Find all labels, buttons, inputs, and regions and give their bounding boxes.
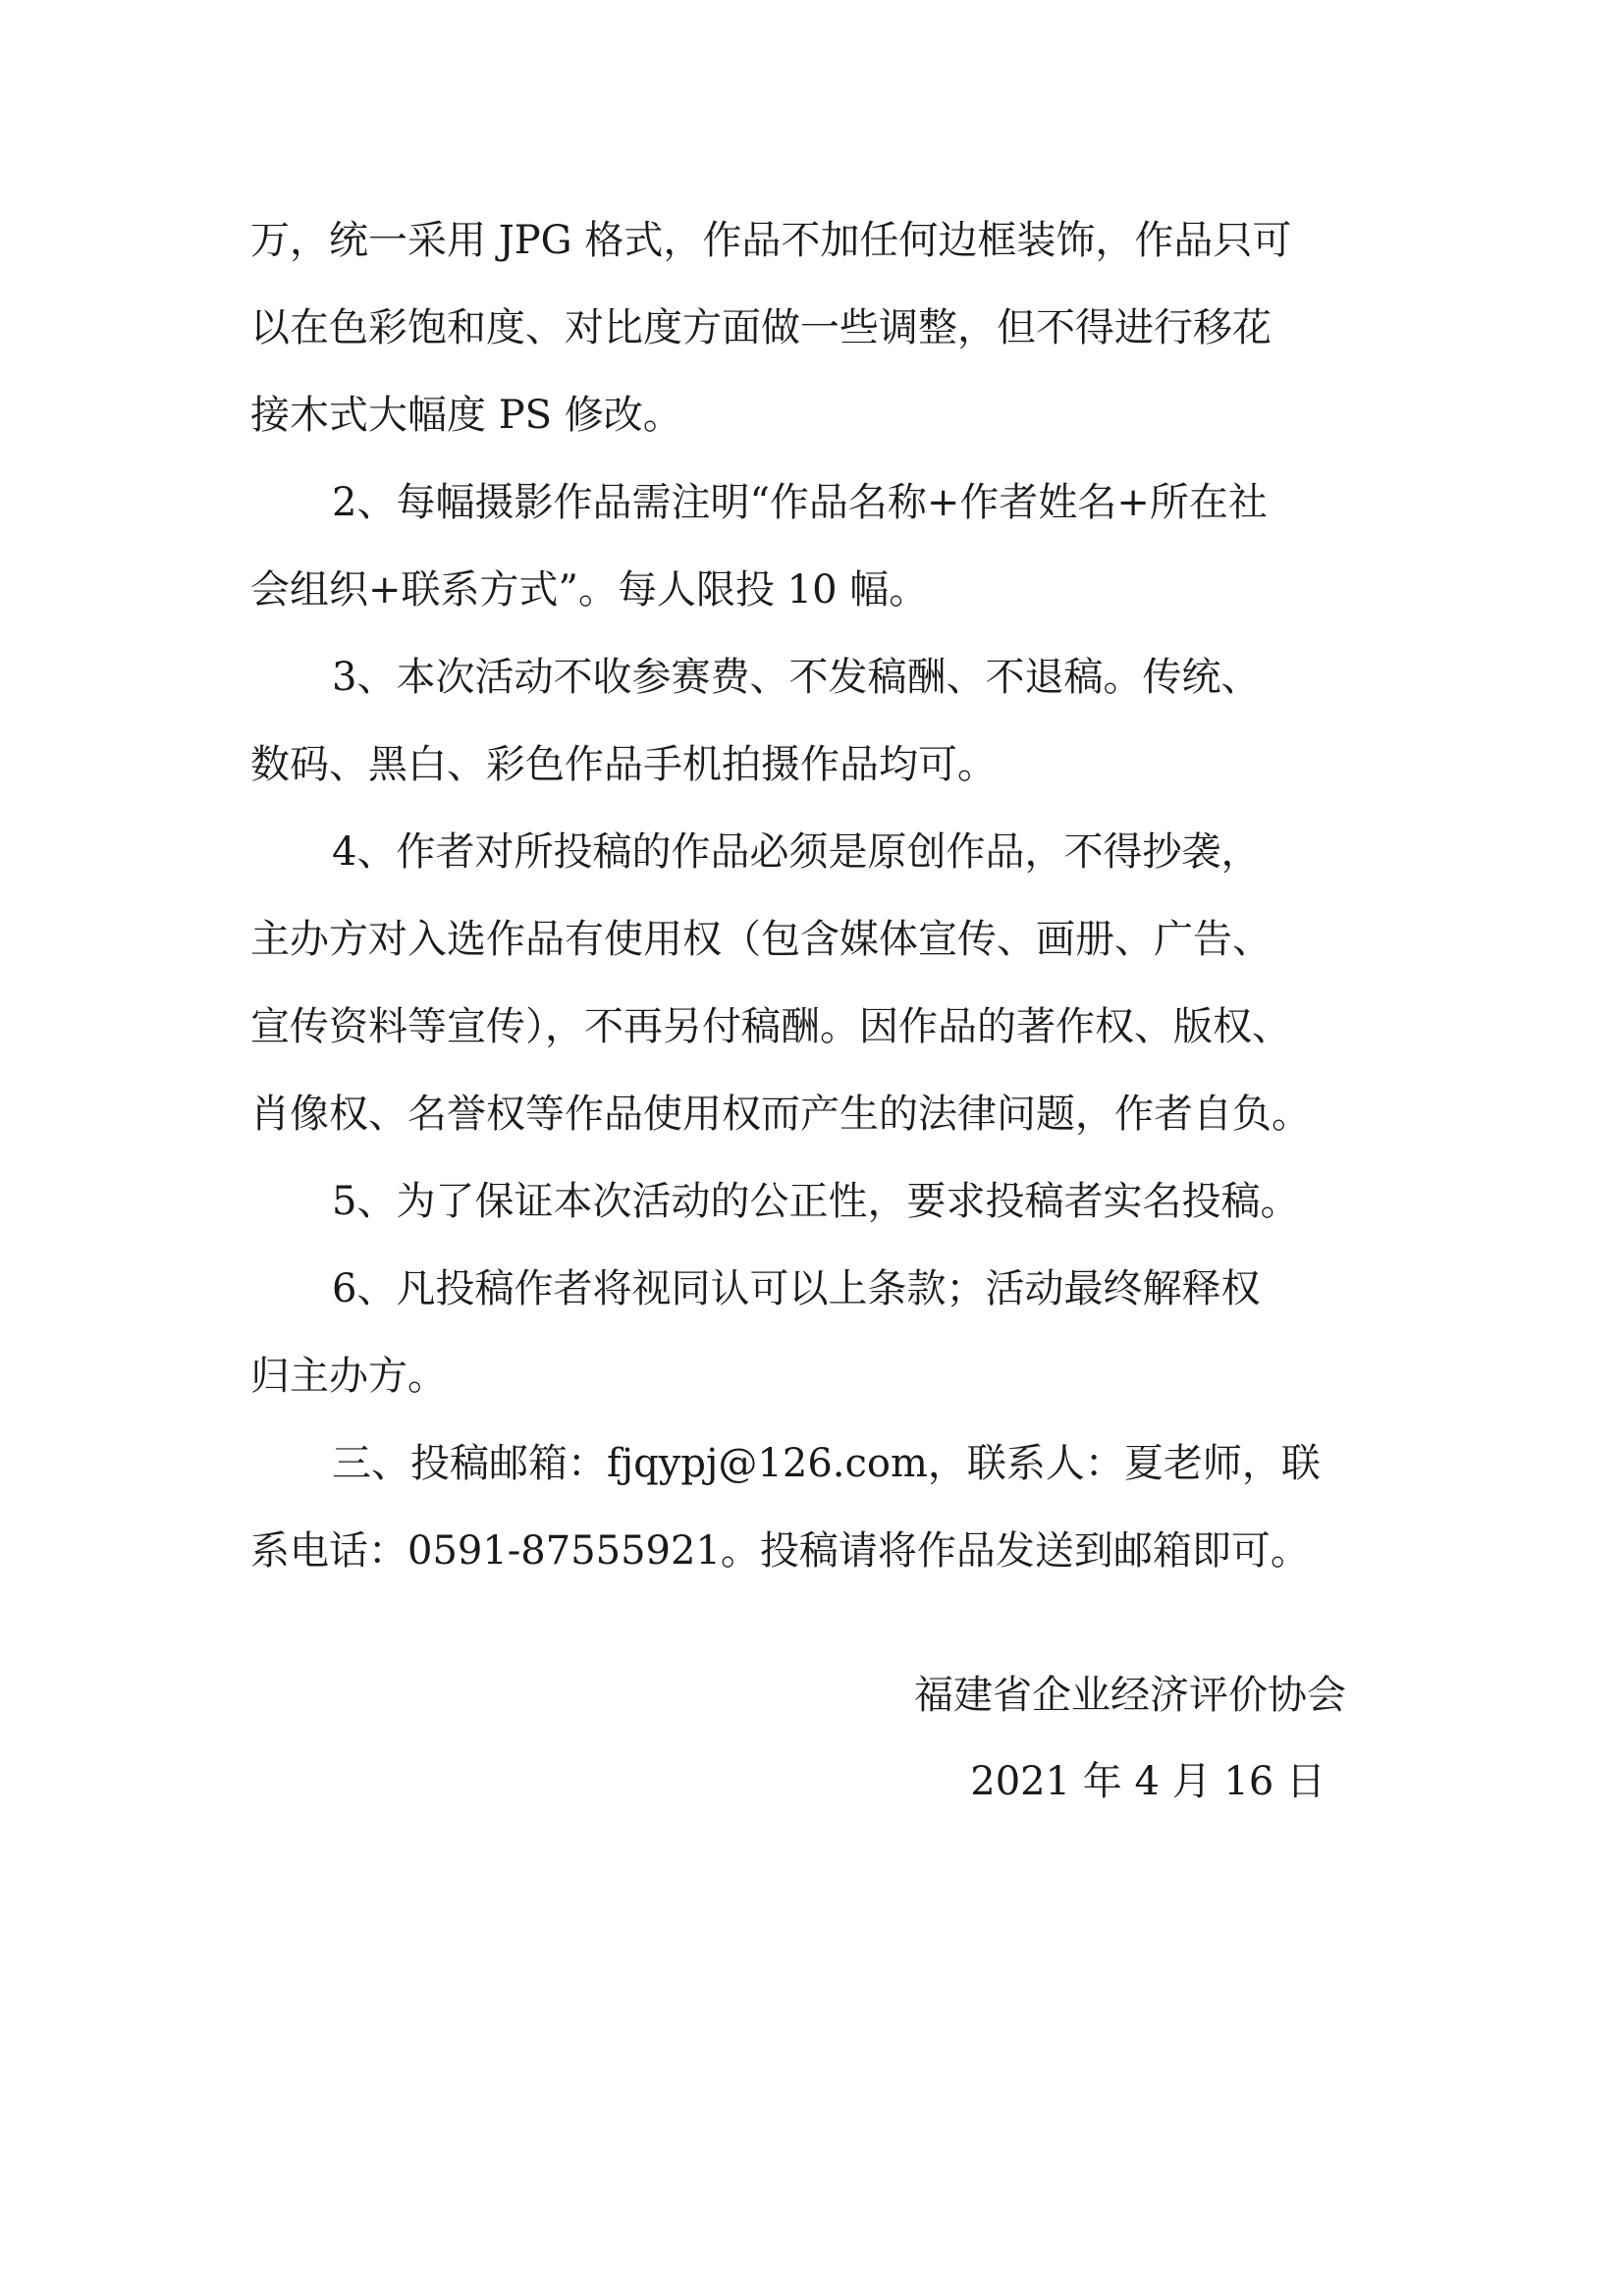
paragraph-line: 以在色彩饱和度、对比度方面做一些调整，但不得进行移花	[250, 305, 1272, 350]
paragraph-line: 5、为了保证本次活动的公正性，要求投稿者实名投稿。	[332, 1179, 1300, 1224]
paragraph-line: 三、投稿邮箱：fjqypj@126.com，联系人：夏老师，联	[332, 1441, 1321, 1486]
paragraph-line: 归主办方。	[250, 1354, 447, 1399]
signature-date: 2021 年 4 月 16 日	[970, 1759, 1326, 1804]
signature-organization: 福建省企业经济评价协会	[914, 1673, 1346, 1718]
paragraph-line: 肖像权、名誉权等作品使用权而产生的法律问题，作者自负。	[250, 1092, 1311, 1137]
paragraph-line: 系电话：0591-87555921。投稿请将作品发送到邮箱即可。	[250, 1528, 1310, 1574]
paragraph-line: 万，统一采用 JPG 格式，作品不加任何边框装饰，作品只可	[250, 218, 1292, 263]
paragraph-line: 会组织+联系方式”。每人限投 10 幅。	[250, 567, 929, 613]
paragraph-line: 宣传资料等宣传），不再另付稿酬。因作品的著作权、版权、	[250, 1004, 1291, 1049]
paragraph-line: 6、凡投稿作者将视同认可以上条款；活动最终解释权	[332, 1266, 1261, 1311]
paragraph-line: 数码、黑白、彩色作品手机拍摄作品均可。	[250, 742, 997, 787]
paragraph-line: 主办方对入选作品有使用权（包含媒体宣传、画册、广告、	[250, 917, 1272, 962]
paragraph-line: 3、本次活动不收参赛费、不发稿酬、不退稿。传统、	[332, 655, 1261, 700]
paragraph-line: 接木式大幅度 PS 修改。	[250, 393, 682, 438]
paragraph-line: 2、每幅摄影作品需注明“作品名称+作者姓名+所在社	[332, 480, 1268, 525]
paragraph-line: 4、作者对所投稿的作品必须是原创作品，不得抄袭，	[332, 829, 1261, 875]
